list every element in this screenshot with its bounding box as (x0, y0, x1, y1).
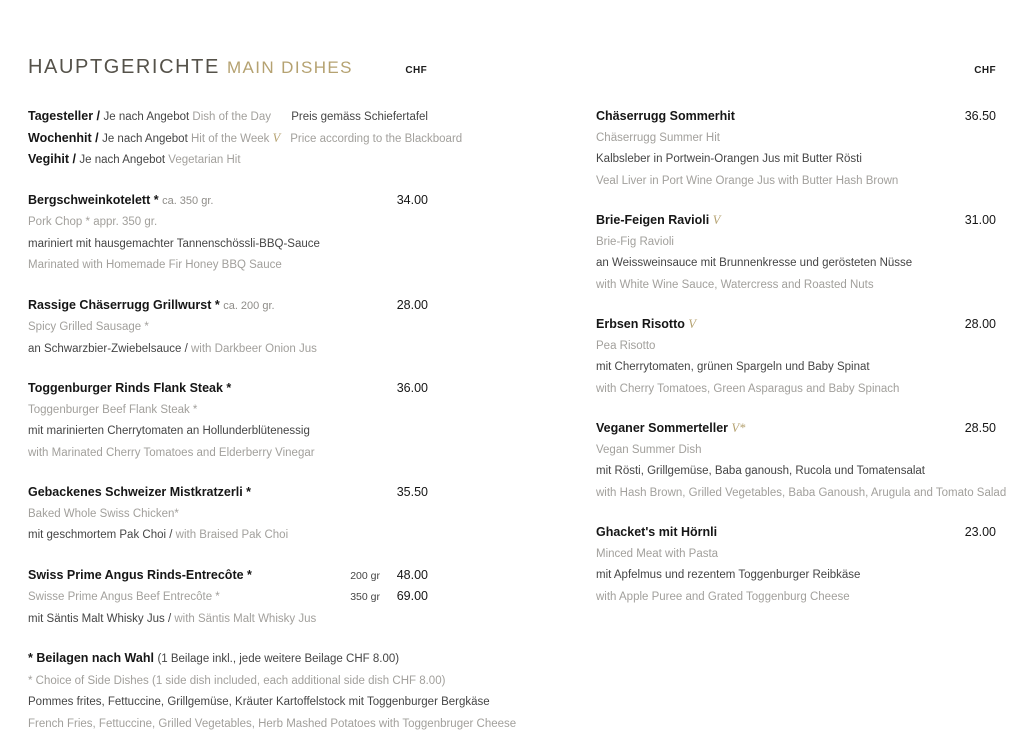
vegetarian-icon: V (272, 130, 281, 145)
line-right (962, 211, 996, 231)
menu-line (28, 565, 428, 587)
line-right (962, 107, 996, 127)
price-value: 34.00 (396, 192, 428, 207)
text-span: Minced Meat with Pasta (596, 547, 719, 560)
price-value: 36.50 (964, 109, 996, 123)
text-span: mit geschmortem Pak Choi / (28, 529, 176, 541)
menu-line (28, 295, 428, 317)
line-text (596, 170, 898, 192)
line-text (596, 564, 860, 586)
price-value: 48.00 (396, 567, 428, 582)
menu-line (596, 460, 996, 482)
text-span: Preis gemäss Schiefertafel (291, 111, 428, 123)
text-span: Brie-Fig Ravioli (596, 235, 674, 248)
menu-line (28, 149, 428, 171)
title-english: MAIN DISHES (226, 58, 353, 77)
menu-line (596, 314, 996, 335)
dish-brie-fig-ravioli (596, 210, 996, 295)
line-text (596, 210, 720, 231)
line-text (596, 314, 696, 335)
text-span: mit Apfelmus und rezentem Toggenburger Reibkäse (596, 569, 861, 581)
line-text (596, 482, 1006, 504)
line-text (28, 524, 288, 546)
text-span: Tagesteller / (28, 109, 104, 123)
menu-line (28, 503, 428, 525)
price-value: 31.00 (964, 213, 996, 227)
line-right (962, 315, 996, 335)
line-text (28, 399, 197, 421)
menu-line (596, 418, 996, 439)
price-value: 69.00 (396, 589, 428, 603)
dish-swiss-chicken (28, 482, 428, 546)
menu-line (596, 335, 996, 357)
line-right (394, 483, 428, 503)
column-gap (428, 106, 596, 753)
text-span: mit Rösti, Grillgemüse, Baba ganoush, Rucola und Tomatensalat (596, 465, 925, 477)
line-right (394, 296, 428, 316)
line-right (962, 523, 996, 543)
price-value: 36.00 (396, 381, 428, 395)
text-span: mit Säntis Malt Whisky Jus / (28, 612, 175, 625)
text-span: Swisse Prime Angus Beef Entrecôte * (28, 591, 220, 603)
text-span: mit Cherrytomaten, grünen Spargeln und Baby Spinat (596, 361, 870, 373)
vegetarian-icon: V (688, 317, 697, 331)
menu-line (28, 691, 490, 713)
title-german: HAUPTGERICHTE (28, 56, 220, 78)
right-column (596, 106, 1007, 753)
text-span: Price according to the Blackboard (290, 132, 463, 145)
line-text (28, 565, 252, 586)
line-text (596, 252, 912, 274)
price-value: 28.00 (964, 317, 996, 331)
menu-line (28, 442, 428, 464)
text-span: with Marinated Cherry Tomatoes and Elderberry Vinegar (28, 446, 315, 459)
menu-line (28, 211, 428, 233)
line-text (596, 148, 862, 170)
price-value: 28.50 (964, 421, 996, 435)
line-right (350, 566, 428, 587)
menu-line (28, 608, 428, 630)
price-value: 28.00 (396, 297, 428, 312)
text-span: an Weissweinsauce mit Brunnenkresse und gerösteten Nüsse (596, 257, 913, 269)
text-span: with Säntis Malt Whisky Jus (174, 612, 317, 625)
dish-summer-hit (596, 106, 996, 191)
text-span: Ghacket's mit Hörnli (596, 525, 718, 539)
menu-header (28, 56, 996, 79)
menu-line (28, 482, 428, 503)
menu-line (596, 543, 996, 565)
text-span: (1 Beilage inkl., jede weitere Beilage CHF 8.00) (157, 653, 400, 665)
text-span: Spicy Grilled Sausage * (28, 321, 149, 333)
text-span: with Cherry Tomatoes, Green Asparagus and Baby Spinach (596, 382, 900, 395)
menu-line (28, 648, 428, 670)
text-span: * Beilagen nach Wahl (28, 651, 158, 665)
page-title (28, 56, 353, 79)
line-text (28, 190, 213, 212)
text-span: Toggenburger Rinds Flank Steak * (28, 381, 232, 395)
line-text (28, 586, 220, 608)
text-span: Dish of the Day (192, 111, 272, 123)
line-text (596, 274, 874, 296)
text-span: with Apple Puree and Grated Toggenburg Cheese (596, 590, 850, 603)
line-text (28, 442, 315, 464)
line-text (28, 608, 316, 630)
text-span: Gebackenes Schweizer Mistkratzerli * (28, 485, 252, 499)
text-span: 350 gr (350, 591, 380, 603)
line-text (596, 335, 655, 357)
line-text (596, 231, 674, 253)
text-span: with Braised Pak Choi (175, 529, 289, 541)
menu-line (28, 338, 428, 360)
dish-entrecote (28, 565, 428, 630)
line-text (596, 127, 720, 149)
line-text (28, 691, 490, 713)
menu-line (596, 252, 996, 274)
menu-line (28, 233, 428, 255)
line-text (28, 482, 251, 503)
line-text (596, 106, 735, 127)
vegetarian-icon: V* (731, 421, 746, 435)
dish-vegan-summer-plate (596, 418, 1007, 503)
line-text (28, 254, 282, 276)
text-span: Vegihit / (28, 152, 80, 166)
header-left-cell (28, 56, 427, 79)
menu-line (596, 522, 996, 543)
text-span: Chäserrugg Summer Hit (596, 131, 720, 144)
line-right (962, 419, 996, 439)
line-text (596, 460, 925, 482)
text-span: Toggenburger Beef Flank Steak * (28, 403, 198, 416)
vegetarian-icon: V (712, 213, 721, 227)
line-text (28, 378, 231, 399)
text-span: French Fries, Fettuccine, Grilled Vegetables, Herb Mashed Potatoes with Toggenbruger Cheese (28, 717, 517, 730)
line-text (596, 418, 745, 439)
menu-line (28, 586, 428, 608)
menu-line (28, 378, 428, 399)
menu-line (28, 713, 517, 735)
menu-line (28, 190, 428, 212)
menu-columns (28, 106, 1007, 753)
line-text (28, 338, 317, 360)
line-text (596, 522, 717, 543)
line-text (596, 586, 850, 608)
text-span: Swiss Prime Angus Rinds-Entrecôte * (28, 567, 252, 582)
menu-line (28, 670, 446, 692)
menu-line (28, 524, 428, 546)
text-span: with Darkbeer Onion Jus (191, 342, 317, 355)
line-text (28, 503, 179, 525)
text-span: ca. 350 gr. (162, 194, 214, 207)
menu-line (596, 564, 996, 586)
price-value: 35.50 (396, 485, 428, 499)
menu-line (596, 231, 996, 253)
line-text (596, 543, 718, 565)
text-span: with White Wine Sauce, Watercress and Roasted Nuts (596, 278, 874, 291)
line-text (28, 295, 275, 317)
line-text (596, 378, 899, 400)
line-right (394, 191, 428, 211)
menu-line (596, 170, 996, 192)
text-span: Brie-Feigen Ravioli (596, 213, 713, 227)
text-span: Baked Whole Swiss Chicken* (28, 507, 179, 520)
line-right (350, 587, 428, 608)
text-span: Veganer Sommerteller (596, 421, 732, 435)
dish-pea-risotto (596, 314, 996, 399)
text-span: Veal Liver in Port Wine Orange Jus with Butter Hash Brown (596, 174, 899, 187)
line-text (596, 356, 870, 378)
menu-line (596, 439, 996, 461)
dish-ghackets-hoernli (596, 522, 996, 607)
dish-grilled-sausage (28, 295, 428, 360)
line-text (28, 211, 157, 233)
menu-line (596, 356, 996, 378)
text-span: mit marinierten Cherrytomaten an Hollunderblütenessig (28, 425, 310, 437)
line-text (28, 670, 445, 692)
line-text (28, 149, 241, 171)
menu-line (596, 274, 996, 296)
text-span: Vegetarian Hit (168, 154, 241, 166)
menu-line (28, 254, 428, 276)
text-span: 200 gr (350, 569, 380, 582)
text-span: Kalbsleber in Portwein-Orangen Jus mit Butter Rösti (596, 153, 862, 165)
line-text (28, 233, 320, 255)
menu-line (28, 399, 428, 421)
side-dishes-note (28, 648, 517, 734)
line-text (28, 648, 399, 670)
price-value: 23.00 (964, 525, 996, 539)
text-span: Chäserrugg Sommerhit (596, 109, 735, 123)
line-text (28, 128, 280, 150)
text-span: Pork Chop * appr. 350 gr. (28, 216, 158, 228)
dish-flank-steak (28, 378, 428, 463)
header-right-cell (597, 60, 996, 78)
text-span: Pea Risotto (596, 339, 656, 352)
text-span: * Choice of Side Dishes (1 side dish included, each additional side dish CHF 8.00) (28, 674, 446, 687)
text-span: mariniert mit hausgemachter Tannenschössli-BBQ-Sauce (28, 237, 320, 250)
text-span: ca. 200 gr. (223, 299, 275, 312)
menu-line (596, 586, 996, 608)
line-text (28, 106, 271, 128)
text-span: Rassige Chäserrugg Grillwurst * (28, 297, 224, 312)
text-span: with Hash Brown, Grilled Vegetables, Baba Ganoush, Arugula and Tomato Salad (596, 486, 1007, 499)
text-span: Je nach Angebot (103, 111, 193, 123)
text-span: an Schwarzbier-Zwiebelsauce / (28, 342, 191, 355)
menu-line (596, 482, 1007, 504)
text-span: Je nach Angebot (79, 154, 169, 166)
line-right (394, 379, 428, 399)
line-text (28, 420, 310, 442)
left-column (28, 106, 517, 753)
menu-line (596, 378, 996, 400)
line-text (596, 439, 701, 461)
text-span: Je nach Angebot (102, 132, 191, 145)
text-span: Erbsen Risotto (596, 317, 689, 331)
daily-specials (28, 106, 463, 171)
menu-line (28, 420, 428, 442)
menu-line (596, 127, 996, 149)
text-span: Wochenhit / (28, 130, 103, 145)
text-span: Hit of the Week (190, 132, 273, 145)
dish-pork-chop (28, 190, 428, 276)
text-span: Marinated with Homemade Fir Honey BBQ Sauce (28, 259, 282, 271)
text-span: Bergschweinkotelett * (28, 192, 163, 207)
menu-line (28, 316, 428, 338)
currency-label-right: CHF (974, 65, 996, 76)
menu-line (596, 210, 996, 231)
menu-line (596, 106, 996, 127)
line-right (291, 108, 428, 128)
menu-line (596, 148, 996, 170)
menu-line (28, 106, 428, 128)
text-span: Vegan Summer Dish (596, 443, 702, 456)
line-text (28, 316, 149, 338)
text-span: Pommes frites, Fettuccine, Grillgemüse, Kräuter Kartoffelstock mit Toggenburger Bergkäse (28, 696, 490, 708)
menu-line (28, 128, 463, 150)
currency-label-left: CHF (405, 65, 428, 76)
